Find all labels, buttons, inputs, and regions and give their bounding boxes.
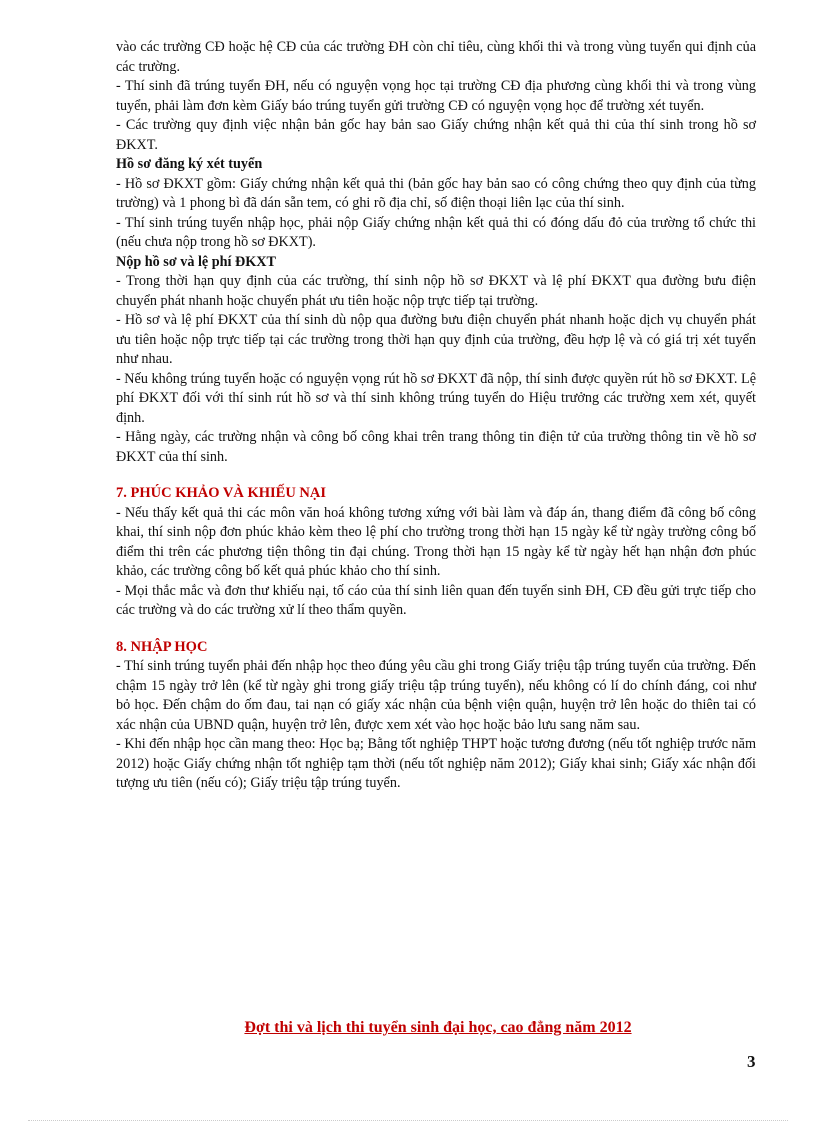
paragraph: vào các trường CĐ hoặc hệ CĐ của các trường ĐH còn chỉ tiêu, cùng khối thi và trong vùng tuyển qui định của các trường. xyxy=(116,39,756,75)
paragraph: - Nếu thấy kết quả thi các môn văn hoá không tương xứng với bài làm và đáp án, thang điểm đã công bố công khai, thí sinh nộp đơn phúc khảo kèm theo lệ phí cho trường trong thời hạn 15 ngày kể từ ngày trường công bố điểm thi trên các phương tiện thông tin đại chúng. Trong thời hạn 15 ngày kể từ ngày hết hạn nhận đơn phúc khảo, các trường công bố kết quả phúc khảo cho thí sinh. xyxy=(116,504,756,579)
paragraph: - Thí sinh đã trúng tuyển ĐH, nếu có nguyện vọng học tại trường CĐ địa phương cùng khối thi và trong vùng tuyển, phải làm đơn kèm Giấy báo trúng tuyển gửi trường CĐ có nguyện vọng học để trường xét tuyển. xyxy=(116,78,756,114)
section-heading-nhap-hoc: 8. NHẬP HỌC xyxy=(116,638,208,655)
paragraph: - Nếu không trúng tuyển hoặc có nguyện vọng rút hồ sơ ĐKXT đã nộp, thí sinh được quyền rút hồ sơ ĐKXT. Lệ phí ĐKXT đối với thí sinh rút hồ sơ và thí sinh không trúng tuyển do Hiệu trưởng các trường xem xét, quyết định. xyxy=(116,370,756,426)
subheading-ho-so: Hồ sơ đăng ký xét tuyển xyxy=(116,156,263,172)
paragraph: - Hồ sơ và lệ phí ĐKXT của thí sinh dù nộp qua đường bưu điện chuyển phát nhanh hoặc dịch vụ chuyển phát ưu tiên hoặc nộp trực tiếp tại các trường trong thời hạn quy định của trường, đều hợp lệ và có giá trị xét tuyển như nhau. xyxy=(116,312,756,367)
section-heading-phuc-khao: 7. PHÚC KHẢO VÀ KHIẾU NẠI xyxy=(116,485,326,501)
paragraph: - Hồ sơ ĐKXT gồm: Giấy chứng nhận kết quả thi (bản gốc hay bản sao có công chứng theo quy định của từng trường) và 1 phong bì đã dán sẵn tem, có ghi rõ địa chỉ, số điện thoại liên lạc của thí sinh. xyxy=(116,175,756,211)
paragraph: - Trong thời hạn quy định của các trường, thí sinh nộp hồ sơ ĐKXT và lệ phí ĐKXT qua đường bưu điện chuyển phát nhanh hoặc chuyển phát ưu tiên hoặc nộp trực tiếp tại trường. xyxy=(116,273,756,309)
page-bottom-divider xyxy=(28,1120,788,1121)
paragraph: - Mọi thắc mắc và đơn thư khiếu nại, tố cáo của thí sinh liên quan đến tuyển sinh ĐH, CĐ đều gửi trực tiếp cho các trường và do các trường xử lí theo thẩm quyền. xyxy=(116,582,756,618)
paragraph: - Khi đến nhập học cần mang theo: Học bạ; Bằng tốt nghiệp THPT hoặc tương đương (nếu tốt nghiệp trước năm 2012) hoặc Giấy chứng nhận tốt nghiệp tạm thời (nếu tốt nghiệp năm 2012); Giấy khai sinh; Giấy xác nhận đối tượng ưu tiên (nếu có); Giấy triệu tập trúng tuyển. xyxy=(116,736,756,791)
paragraph: - Hằng ngày, các trường nhận và công bố công khai trên trang thông tin điện tử của trường thông tin về hồ sơ ĐKXT của thí sinh. xyxy=(116,429,756,465)
paragraph: - Thí sinh trúng tuyển nhập học, phải nộp Giấy chứng nhận kết quả thi có đóng dấu đỏ của trường tổ chức thi (nếu chưa nộp trong hồ sơ ĐKXT). xyxy=(116,214,756,250)
page-number: 3 xyxy=(747,1052,756,1071)
footer-link-title[interactable]: Đợt thi và lịch thi tuyển sinh đại học, cao đẳng năm 2012 xyxy=(244,1019,632,1036)
document-body xyxy=(116,38,756,794)
paragraph: - Các trường quy định việc nhận bản gốc hay bản sao Giấy chứng nhận kết quả thi của thí sinh trong hồ sơ ĐKXT. xyxy=(116,117,756,153)
subheading-nop-ho-so: Nộp hồ sơ và lệ phí ĐKXT xyxy=(116,253,277,270)
paragraph: - Thí sinh trúng tuyển phải đến nhập học theo đúng yêu cầu ghi trong Giấy triệu tập trúng tuyển của trường. Đến chậm 15 ngày trở lên (kể từ ngày ghi trong giấy triệu tập trúng tuyển), nếu không có lí do chính đáng, coi như bỏ học. Đến chậm do ốm đau, tai nạn có giấy xác nhận của bệnh viện quận, huyện trở lên hoặc do thiên tai có xác nhận của UBND quận, huyện trở lên, được xem xét vào học hoặc bảo lưu sang năm sau. xyxy=(116,658,756,733)
